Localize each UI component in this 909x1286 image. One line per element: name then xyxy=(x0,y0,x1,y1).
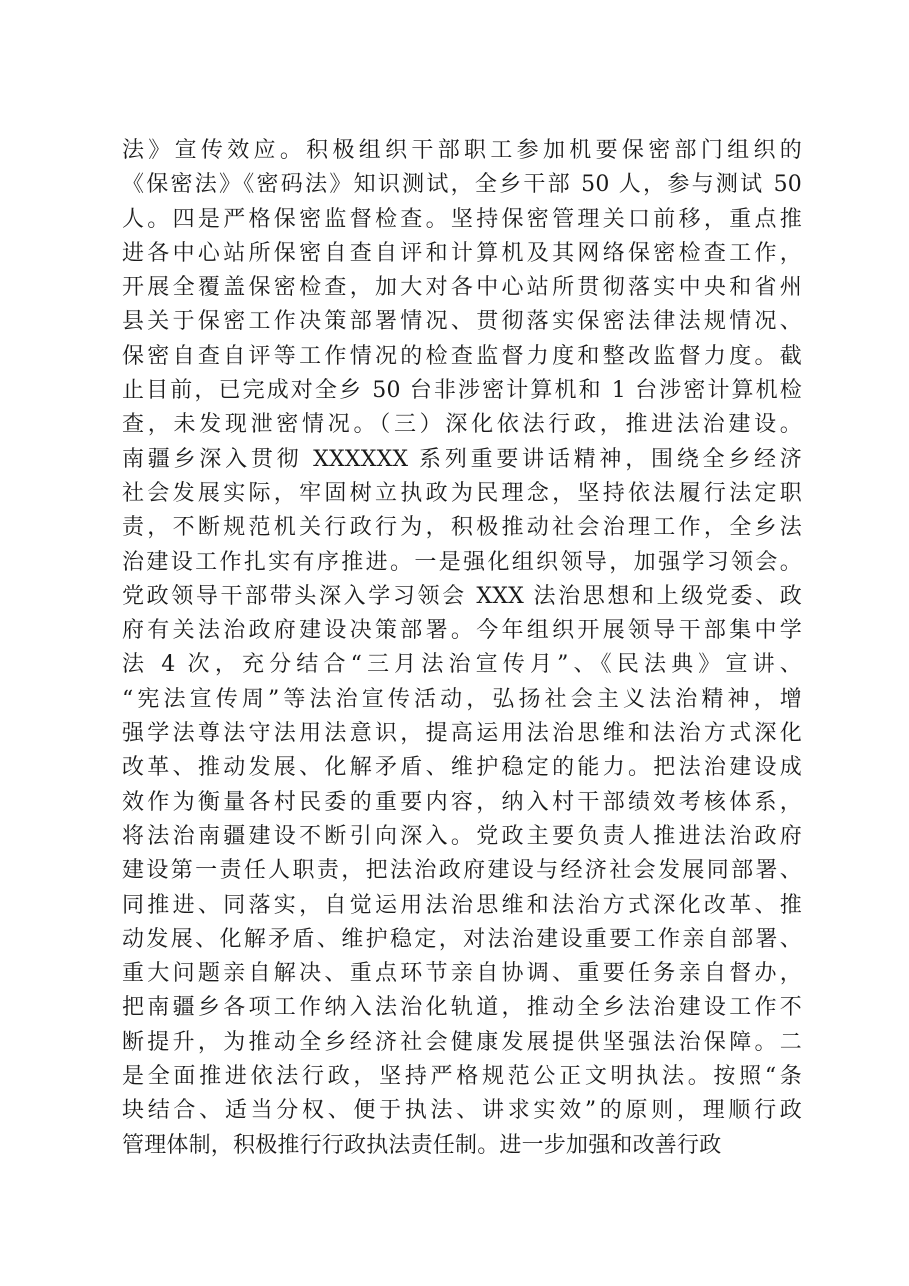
text-line: 将法治南疆建设不断引向深入。党政主要负责人推进法治政府 xyxy=(122,823,802,849)
text-line: 责，不断规范机关行政行为，积极推动社会治理工作，全乡法 xyxy=(122,515,802,541)
text-line: 开展全覆盖保密检查，加大对各中心站所贯彻落实中央和省州 xyxy=(122,275,802,301)
text-line: 强学法尊法守法用法意识，提高运用法治思维和法治方式深化 xyxy=(122,721,802,747)
body-paragraph xyxy=(122,134,802,1163)
text-line: 效作为衡量各村民委的重要内容，纳入村干部绩效考核体系， xyxy=(122,789,802,815)
text-line: 《保密法》《密码法》知识测试，全乡干部 50 人，参与测试 50 xyxy=(122,172,802,198)
text-line: 动发展、化解矛盾、维护稳定，对法治建设重要工作亲自部署、 xyxy=(122,926,802,952)
text-line: 查，未发现泄密情况。（三）深化依法行政，推进法治建设。 xyxy=(122,412,802,438)
text-line: 管理体制，积极推行行政执法责任制。进一步加强和改善行政 xyxy=(122,1132,722,1158)
text-line: 改革、推动发展、化解矛盾、维护稳定的能力。把法治建设成 xyxy=(122,755,802,781)
text-line: 进各中心站所保密自查自评和计算机及其网络保密检查工作， xyxy=(122,240,802,266)
text-line: 同推进、同落实，自觉运用法治思维和法治方式深化改革、推 xyxy=(122,892,802,918)
text-line: 保密自查自评等工作情况的检查监督力度和整改监督力度。截 xyxy=(122,343,802,369)
text-line: 把南疆乡各项工作纳入法治化轨道，推动全乡法治建设工作不 xyxy=(122,995,802,1021)
text-line: 人。四是严格保密监督检查。坚持保密管理关口前移，重点推 xyxy=(122,206,802,232)
text-line: 重大问题亲自解决、重点环节亲自协调、重要任务亲自督办， xyxy=(122,961,802,987)
text-line: 是全面推进依法行政，坚持严格规范公正文明执法。按照“条 xyxy=(122,1064,802,1090)
text-line: 府有关法治政府建设决策部署。今年组织开展领导干部集中学 xyxy=(122,618,802,644)
text-line: 南疆乡深入贯彻 XXXXXX 系列重要讲话精神，围绕全乡经济 xyxy=(122,446,802,472)
text-line: 社会发展实际，牢固树立执政为民理念，坚持依法履行法定职 xyxy=(122,480,802,506)
text-line: 法》宣传效应。积极组织干部职工参加机要保密部门组织的 xyxy=(122,138,802,163)
text-line: 县关于保密工作决策部署情况、贯彻落实保密法律法规情况、 xyxy=(122,309,802,335)
text-line: 法 4 次，充分结合“三月法治宣传月”、《民法典》宣讲、 xyxy=(122,652,802,678)
text-line: 止目前，已完成对全乡 50 台非涉密计算机和 1 台涉密计算机检 xyxy=(122,378,802,404)
text-line: 断提升，为推动全乡经济社会健康发展提供坚强法治保障。二 xyxy=(122,1029,802,1055)
text-line: 建设第一责任人职责，把法治政府建设与经济社会发展同部署、 xyxy=(122,858,802,884)
text-line: 党政领导干部带头深入学习领会 XXX 法治思想和上级党委、政 xyxy=(122,583,802,609)
text-line: “宪法宣传周”等法治宣传活动，弘扬社会主义法治精神，增 xyxy=(122,686,802,712)
text-line: 治建设工作扎实有序推进。一是强化组织领导，加强学习领会。 xyxy=(122,549,802,575)
text-line: 块结合、适当分权、便于执法、讲求实效”的原则，理顺行政 xyxy=(122,1098,802,1124)
